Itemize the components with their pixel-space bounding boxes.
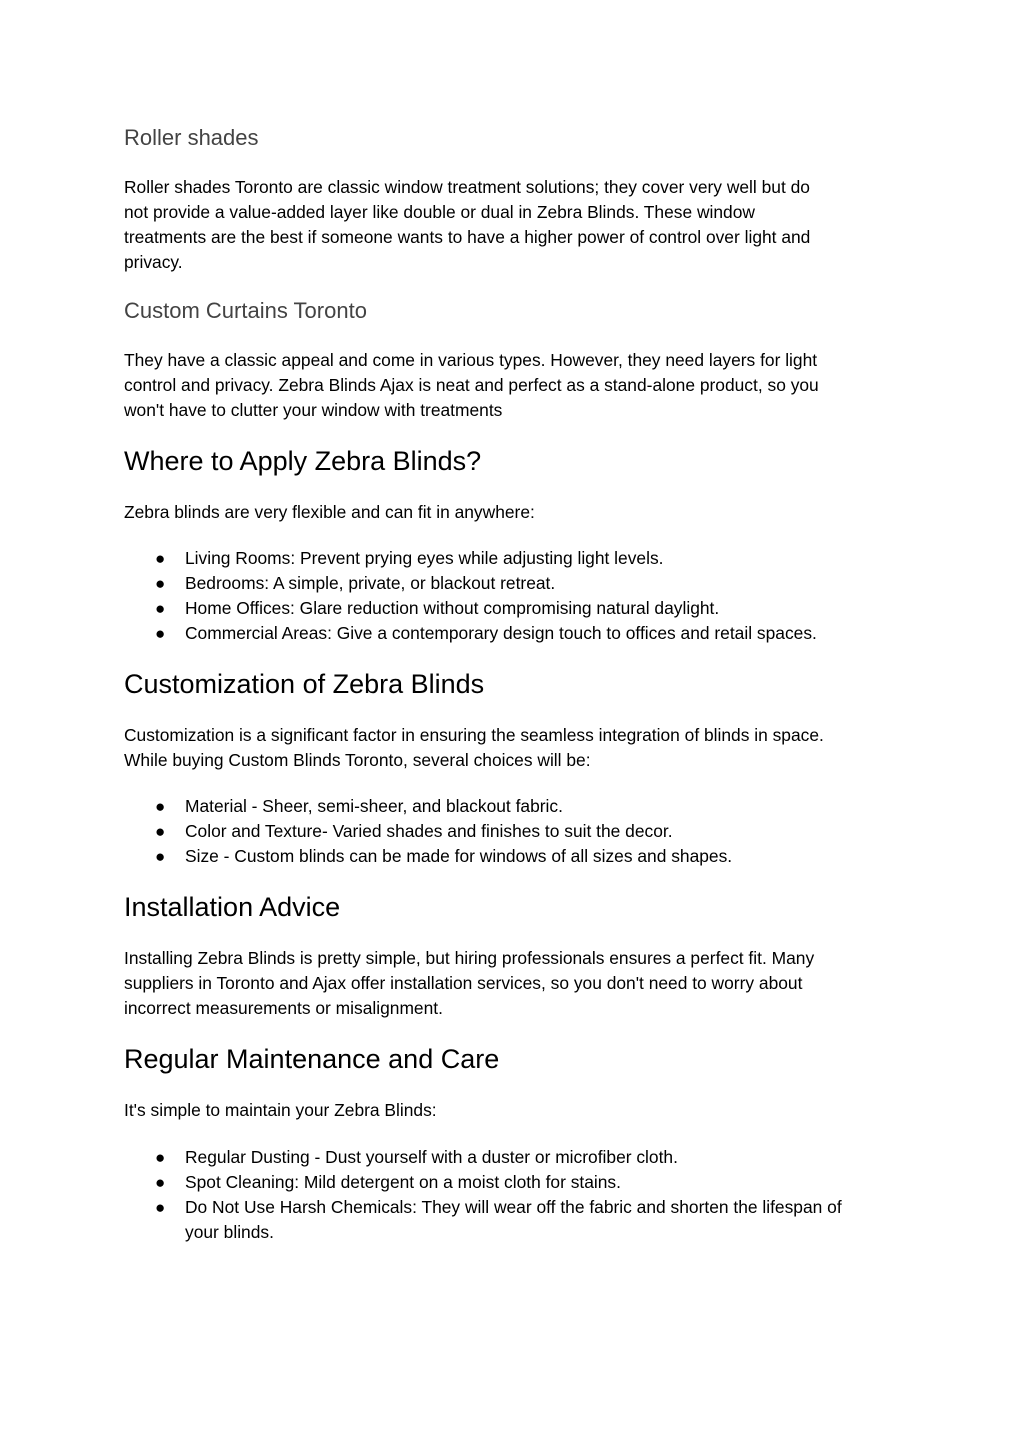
- text-line: suppliers in Toronto and Ajax offer installation services, so you don't need to worry about: [124, 973, 803, 993]
- heading-custom-curtains: Custom Curtains Toronto: [124, 298, 367, 323]
- list-customization: [124, 794, 904, 869]
- text-line: Installing Zebra Blinds is pretty simple, but hiring professionals ensures a perfect fit. Many: [124, 948, 815, 968]
- list-item: [124, 621, 904, 646]
- text-line: Roller shades Toronto are classic window treatment solutions; they cover very well but do: [124, 177, 810, 197]
- text-line: control and privacy. Zebra Blinds Ajax is neat and perfect as a stand-alone product, so you: [124, 375, 819, 395]
- bullet-icon: ●: [155, 797, 166, 816]
- list-item: [124, 546, 904, 571]
- list-item-text: Regular Dusting - Dust yourself with a duster or microfiber cloth.: [185, 1147, 678, 1167]
- text-line: Zebra blinds are very flexible and can fit in anywhere:: [124, 502, 535, 522]
- bullet-icon: ●: [155, 599, 166, 618]
- list-where-to-apply: [124, 546, 904, 646]
- paragraph-customization: [124, 723, 904, 773]
- text-line: It's simple to maintain your Zebra Blinds:: [124, 1100, 437, 1120]
- list-item-text: Do Not Use Harsh Chemicals: They will wear off the fabric and shorten the lifespan of: [185, 1197, 842, 1217]
- text-line: While buying Custom Blinds Toronto, several choices will be:: [124, 750, 591, 770]
- list-item-text: Home Offices: Glare reduction without compromising natural daylight.: [185, 598, 720, 618]
- list-maintenance: [124, 1145, 904, 1245]
- list-item-text: Material - Sheer, semi-sheer, and blackout fabric.: [185, 796, 563, 816]
- text-line: treatments are the best if someone wants to have a higher power of control over light and: [124, 227, 811, 247]
- text-line: incorrect measurements or misalignment.: [124, 998, 443, 1018]
- text-line: won't have to clutter your window with treatments: [124, 400, 503, 420]
- bullet-icon: ●: [155, 1198, 166, 1217]
- list-item: [124, 596, 904, 621]
- bullet-icon: ●: [155, 1173, 166, 1192]
- list-item: [124, 1170, 904, 1195]
- list-item: [124, 1195, 904, 1245]
- heading-roller-shades: Roller shades: [124, 125, 259, 150]
- text-line: They have a classic appeal and come in various types. However, they need layers for light: [124, 350, 818, 370]
- list-item-text: Color and Texture- Varied shades and finishes to suit the decor.: [185, 821, 673, 841]
- text-line: not provide a value-added layer like double or dual in Zebra Blinds. These window: [124, 202, 755, 222]
- heading-installation: Installation Advice: [124, 892, 341, 922]
- text-line: Customization is a significant factor in ensuring the seamless integration of blinds in space.: [124, 725, 824, 745]
- heading-where-to-apply: Where to Apply Zebra Blinds?: [124, 446, 482, 476]
- list-item: [124, 844, 904, 869]
- text-line: privacy.: [124, 252, 183, 272]
- bullet-icon: ●: [155, 1148, 166, 1167]
- list-item: [124, 819, 904, 844]
- paragraph-roller-shades: [124, 175, 904, 275]
- list-item: [124, 794, 904, 819]
- bullet-icon: ●: [155, 624, 166, 643]
- heading-maintenance: Regular Maintenance and Care: [124, 1044, 500, 1074]
- list-item-text: your blinds.: [185, 1222, 274, 1242]
- paragraph-installation: [124, 946, 904, 1021]
- bullet-icon: ●: [155, 847, 166, 866]
- list-item-text: Bedrooms: A simple, private, or blackout retreat.: [185, 573, 556, 593]
- paragraph-custom-curtains: [124, 348, 904, 423]
- bullet-icon: ●: [155, 549, 166, 568]
- list-item-text: Commercial Areas: Give a contemporary design touch to offices and retail spaces.: [185, 623, 817, 643]
- paragraph-maintenance-intro: [124, 1098, 904, 1123]
- list-item-text: Size - Custom blinds can be made for windows of all sizes and shapes.: [185, 846, 733, 866]
- list-item: [124, 571, 904, 596]
- bullet-icon: ●: [155, 574, 166, 593]
- list-item: [124, 1145, 904, 1170]
- bullet-icon: ●: [155, 822, 166, 841]
- paragraph-where-to-apply-intro: [124, 500, 904, 525]
- list-item-text: Living Rooms: Prevent prying eyes while adjusting light levels.: [185, 548, 664, 568]
- heading-customization: Customization of Zebra Blinds: [124, 669, 485, 699]
- list-item-text: Spot Cleaning: Mild detergent on a moist cloth for stains.: [185, 1172, 621, 1192]
